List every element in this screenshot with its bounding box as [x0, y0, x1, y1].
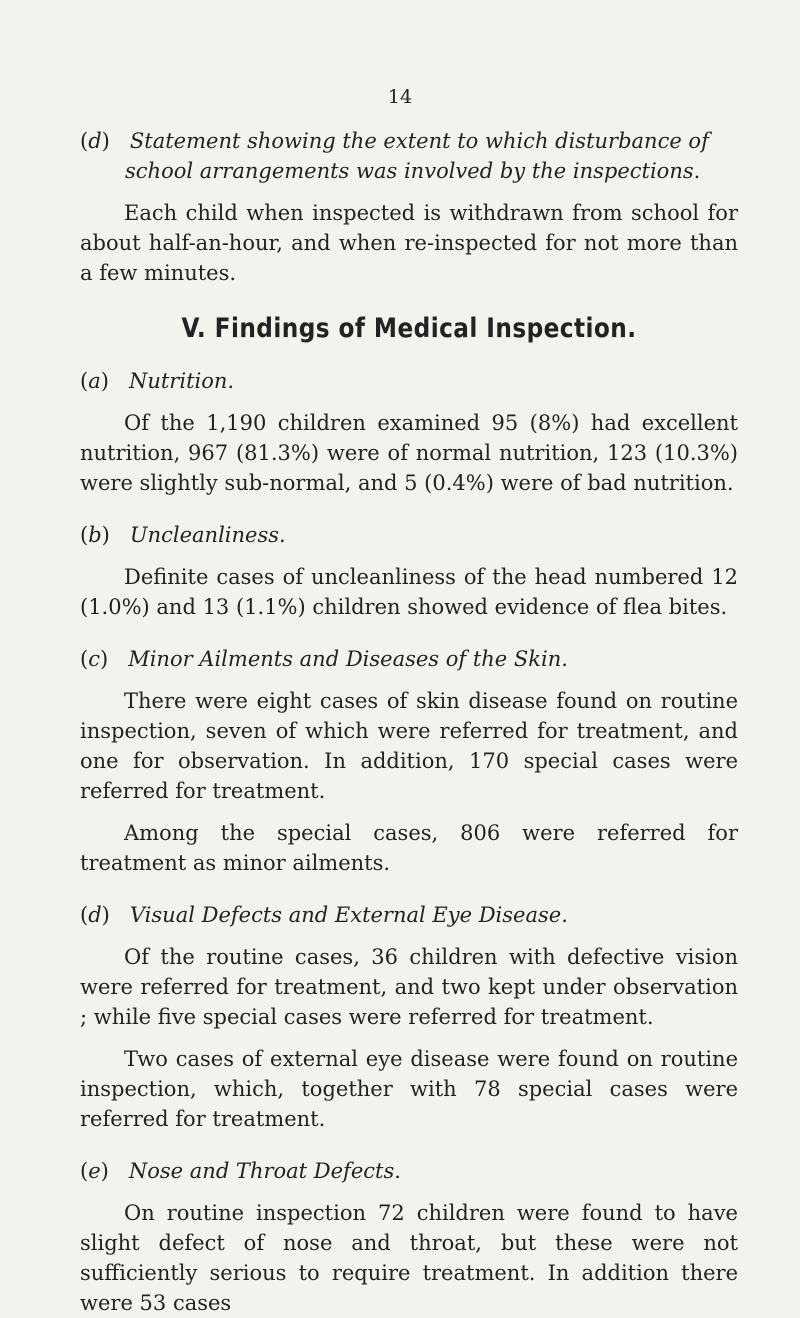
subsection-title: Uncleanliness.: [129, 523, 286, 547]
subsection-heading: (a) Nutrition.: [80, 369, 235, 393]
paragraph: There were eight cases of skin disease found on routine inspection, seven of which were referred for treatment, and one for observation. In addition, 170 special cases were referred for treatment.: [80, 689, 738, 803]
paragraph: Among the special cases, 806 were referred for treatment as minor ailments.: [80, 821, 738, 875]
subsection-title-line1: Statement showing the extent to which disturbance of: [129, 129, 709, 153]
paragraph: Of the routine cases, 36 children with defective vision were referred for treatment, and two kept under observation ; while five special cases were referred for treatment.: [80, 945, 738, 1029]
subsection-skin: [80, 644, 738, 878]
subsection-heading: (c) Minor Ailments and Diseases of the Skin.: [80, 647, 568, 671]
subsection-title: Nose and Throat Defects.: [128, 1159, 401, 1183]
paragraph: Two cases of external eye disease were found on routine inspection, which, together with 78 special cases were referred for treatment.: [80, 1047, 738, 1131]
subsection-uncleanliness: [80, 520, 738, 622]
subsection-heading: (d) Visual Defects and External Eye Disease.: [80, 903, 568, 927]
subsection-title: Minor Ailments and Diseases of the Skin.: [128, 647, 568, 671]
paragraph-withdrawal: Each child when inspected is withdrawn from school for about half-an-hour, and when re-inspected for not more than a few minutes.: [80, 201, 738, 285]
paragraph: On routine inspection 72 children were found to have slight defect of nose and throat, but these were not sufficiently serious to require treatment. In addition there were 53 cases: [80, 1201, 738, 1315]
subsection-nose-throat: [80, 1156, 738, 1318]
page-number: 14: [387, 86, 413, 108]
subsection-heading: (b) Uncleanliness.: [80, 523, 286, 547]
subsection-nutrition: [80, 366, 738, 498]
subsection-heading-statement: [80, 126, 738, 186]
subsection-heading: (e) Nose and Throat Defects.: [80, 1159, 401, 1183]
page-content: [80, 126, 738, 1318]
subsection-title: Visual Defects and External Eye Disease.: [129, 903, 568, 927]
paragraph: Definite cases of uncleanliness of the head numbered 12 (1.0%) and 13 (1.1%) children showed evidence of flea bites.: [80, 565, 738, 619]
subsection-title-line2: school arrangements was involved by the inspections.: [125, 159, 701, 183]
subsection-list: [80, 366, 738, 1318]
subsection-visual: [80, 900, 738, 1134]
section-title: V. Findings of Medical Inspection.: [181, 313, 637, 344]
subsection-title: Nutrition.: [128, 369, 235, 393]
subsection-label: (d): [80, 129, 110, 153]
paragraph: Of the 1,190 children examined 95 (8%) had excellent nutrition, 967 (81.3%) were of normal nutrition, 123 (10.3%) were slightly sub-normal, and 5 (0.4%) were of bad nutrition.: [80, 411, 738, 495]
